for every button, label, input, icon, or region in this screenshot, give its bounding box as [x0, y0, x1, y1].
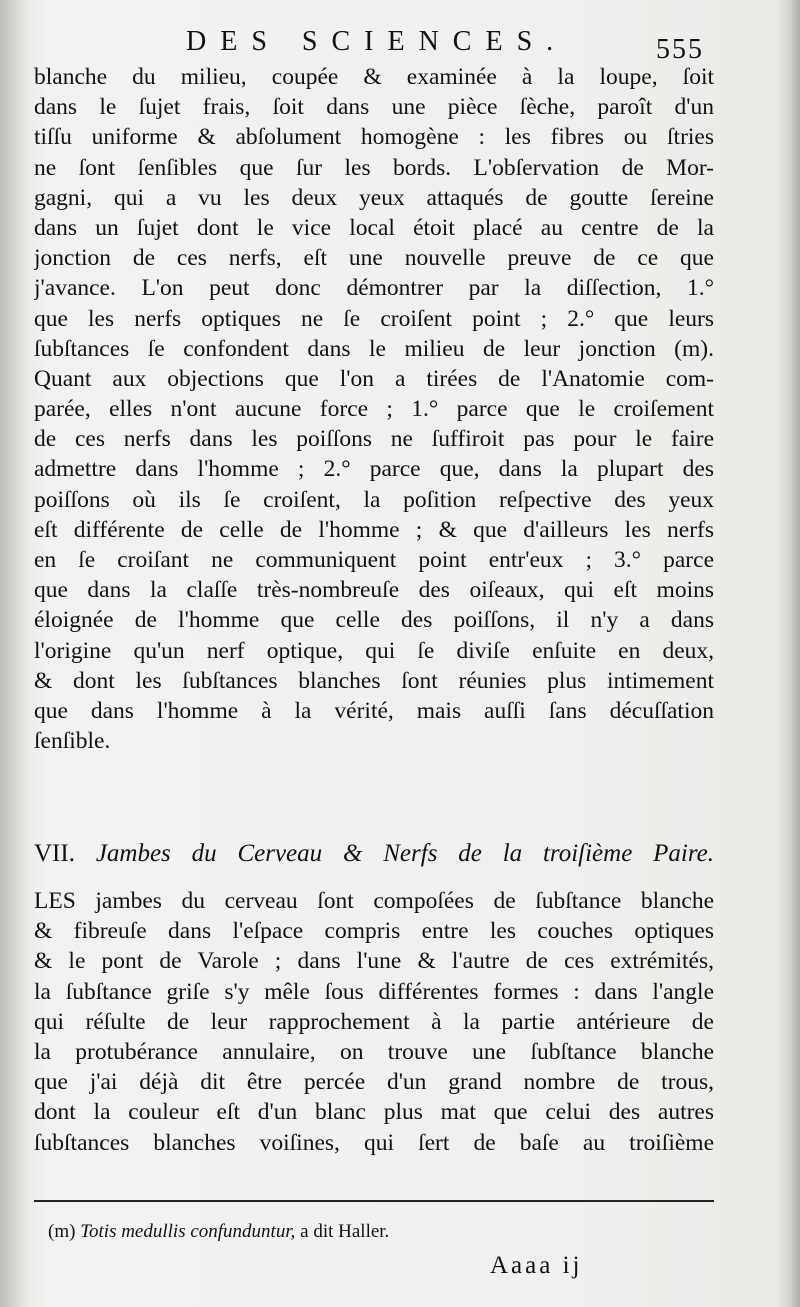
- footnote-rule: [34, 1200, 714, 1202]
- text-line: jonction de ces nerfs, eſt une nouvelle preuve de ce que: [34, 245, 714, 272]
- text-line: éloignée de l'homme que celle des poiſſons, il n'y a dans: [34, 607, 714, 634]
- text-line: parée, elles n'ont aucune force ; 1.° parce que le croiſement: [34, 396, 714, 423]
- text-line: la protubérance annulaire, on trouve une ſubſtance blanche: [34, 1038, 714, 1065]
- text-line: que j'ai déjà dit être percée d'un grand nombre de trous,: [34, 1069, 714, 1096]
- text-line: poiſſons où ils ſe croiſent, la poſition reſpective des yeux: [34, 486, 714, 513]
- text-line: que les nerfs optiques ne ſe croiſent point ; 2.° que leurs: [34, 305, 714, 332]
- text-line: tiſſu uniforme & abſolument homogène : les fibres ou ſtries: [34, 124, 714, 151]
- section-title: Jambes du Cerveau & Nerfs de la troiſième Paire.: [95, 840, 715, 867]
- footnote-marker: (m): [48, 1221, 76, 1242]
- text-line: LES jambes du cerveau ſont compoſées de ſubſtance blanche: [34, 888, 714, 914]
- text-line: dans un ſujet dont le vice local étoit placé au centre de la: [34, 214, 714, 241]
- text-line: l'origine qu'un nerf optique, qui ſe diviſe enſuite en deux,: [34, 637, 714, 664]
- text-line: & le pont de Varole ; dans l'une & l'autre de ces extrémités,: [34, 948, 714, 975]
- text-line: blanche du milieu, coupée & examinée à la loupe, ſoit: [34, 64, 714, 90]
- text-line: j'avance. L'on peut donc démontrer par la diſſection, 1.°: [34, 275, 714, 302]
- text-line: ne ſont ſenſibles que ſur les bords. L'obſervation de Mor-: [34, 154, 714, 181]
- text-line: que dans la claſſe très-nombreuſe des oiſeaux, qui eſt moins: [34, 577, 714, 604]
- footnote-attribution: a dit Haller.: [300, 1221, 390, 1242]
- paragraph-2: [34, 886, 714, 1158]
- signature-mark: Aaaa ij: [490, 1252, 583, 1279]
- text-line: en ſe croiſant ne communiquent point entr'eux ; 3.° parce: [34, 547, 714, 573]
- text-line: dont la couleur eſt d'un blanc plus mat que celui des autres: [34, 1099, 714, 1126]
- text-line: Quant aux objections que l'on a tirées de l'Anatomie com-: [34, 365, 714, 392]
- text-line: & dont les ſubſtances blanches ſont réunies plus intimement: [34, 667, 714, 694]
- gutter-shadow: [0, 0, 30, 1307]
- text-line: & fibreuſe dans l'eſpace compris entre les couches optiques: [34, 918, 714, 945]
- text-line: qui réſulte de leur rapprochement à la partie antérieure de: [34, 1008, 714, 1035]
- text-line: ſubſtances ſe confondent dans le milieu de leur jonction (m).: [34, 335, 714, 362]
- text-line: eſt différente de celle de l'homme ; & que d'ailleurs les nerfs: [34, 516, 714, 543]
- text-line: que dans l'homme à la vérité, mais auſſi ſans décuſſation: [34, 697, 714, 724]
- text-line: admettre dans l'homme ; 2.° parce que, dans la plupart des: [34, 456, 714, 483]
- text-line: dans le ſujet frais, ſoit dans une pièce ſèche, paroît d'un: [34, 94, 714, 121]
- edge-shadow: [778, 0, 800, 1307]
- text-line: ſenſible.: [34, 728, 111, 755]
- running-head: [0, 22, 800, 65]
- running-title: DES SCIENCES.: [186, 26, 568, 57]
- text-line: la ſubſtance griſe s'y mêle ſous différentes formes : dans l'angle: [34, 978, 714, 1005]
- paragraph-1: [34, 62, 714, 756]
- section-number: VII.: [34, 840, 75, 867]
- footnote-quote: Totis medullis confunduntur,: [80, 1221, 296, 1242]
- text-line: de ces nerfs dans les poiſſons ne ſuffiroit pas pour le faire: [34, 426, 714, 453]
- text-line: gagni, qui a vu les deux yeux attaqués de goutte ſereine: [34, 184, 714, 211]
- text-line: ſubſtances blanches voiſines, qui ſert de baſe au troiſième: [34, 1129, 714, 1156]
- page-number: 555: [656, 34, 704, 65]
- section-heading: [34, 838, 714, 870]
- footnote: [48, 1220, 389, 1244]
